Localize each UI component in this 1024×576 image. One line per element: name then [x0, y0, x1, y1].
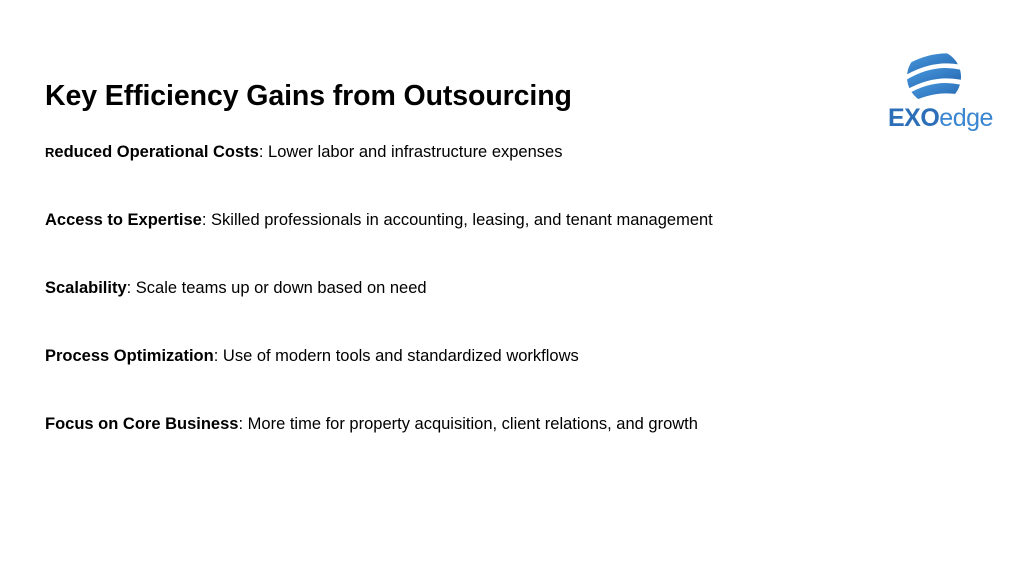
- bullet-term: Process Optimization: [45, 347, 214, 365]
- exoedge-logo: [882, 47, 992, 139]
- logo-wordmark: EXOedge: [888, 104, 993, 132]
- bullet-separator: :: [201, 211, 207, 229]
- bullet-process-optimization: [45, 347, 579, 366]
- bullet-term: Focus on Core Business: [45, 415, 239, 433]
- bullet-reduced-costs: [45, 143, 562, 162]
- bullet-separator: :: [213, 347, 219, 365]
- slide-title: Key Efficiency Gains from Outsourcing: [45, 80, 572, 112]
- bullet-description: Skilled professionals in accounting, leasing, and tenant management: [206, 211, 713, 229]
- bullet-description: Use of modern tools and standardized workflows: [218, 347, 579, 365]
- bullet-term: Scalability: [45, 279, 127, 297]
- bullet-term: Access to Expertise: [45, 211, 202, 229]
- bullet-scalability: [45, 279, 427, 298]
- bullet-separator: :: [126, 279, 132, 297]
- bullet-core-business: [45, 415, 698, 434]
- bullet-description: Lower labor and infrastructure expenses: [263, 143, 563, 161]
- bullet-description: More time for property acquisition, client relations, and growth: [243, 415, 698, 433]
- bullet-separator: :: [238, 415, 244, 433]
- bullet-term: Reduced Operational Costs: [45, 143, 259, 161]
- bullet-separator: :: [258, 143, 264, 161]
- bullet-description: Scale teams up or down based on need: [131, 279, 427, 297]
- bullet-access-expertise: [45, 211, 713, 230]
- exoedge-logo-mark-icon: [904, 47, 964, 107]
